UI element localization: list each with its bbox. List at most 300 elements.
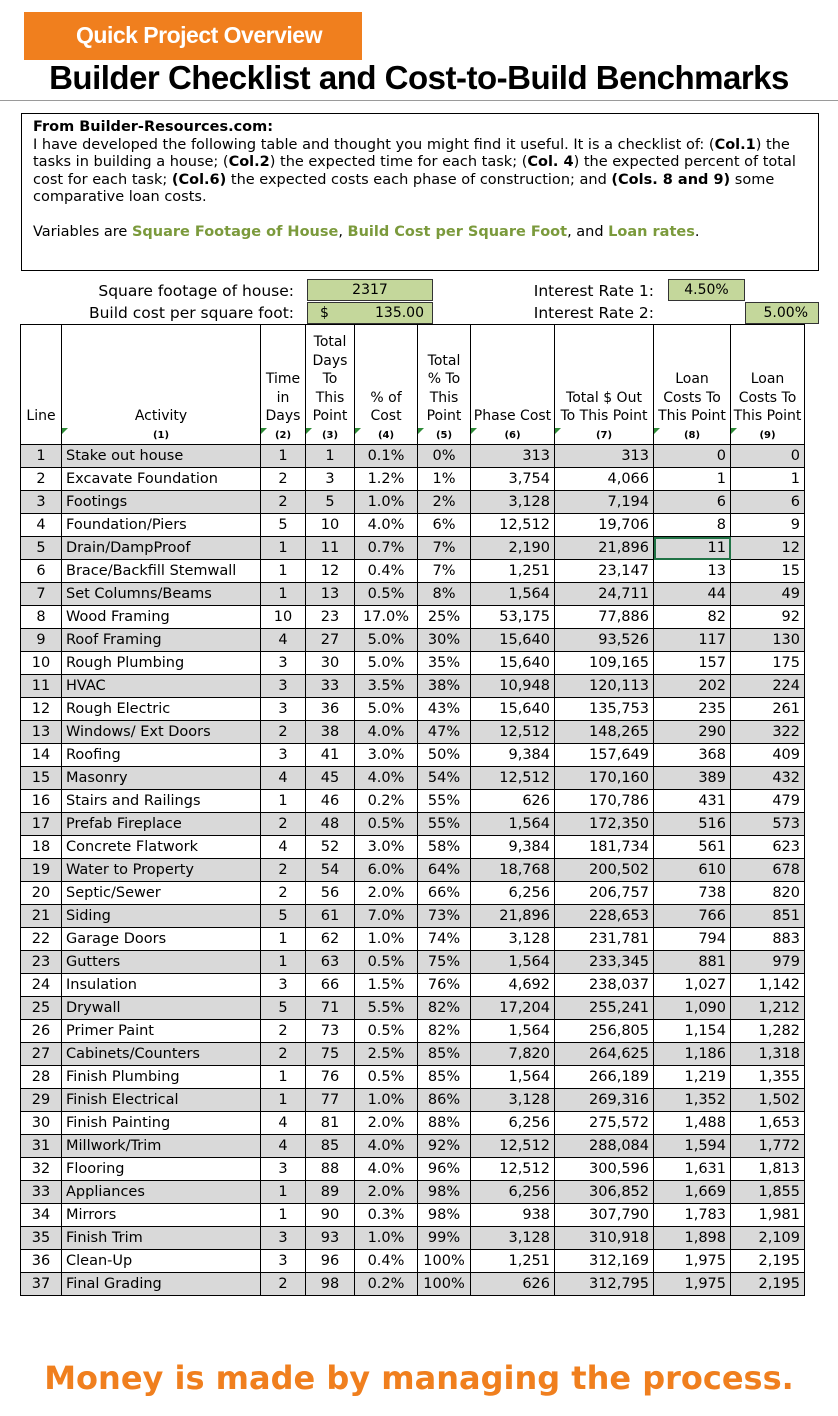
line-number-cell[interactable]: 26 xyxy=(21,1020,62,1043)
loan-cost-rate1-cell[interactable]: 1,186 xyxy=(654,1043,731,1066)
loan-cost-rate2-cell[interactable]: 1,142 xyxy=(731,974,805,997)
time-days-cell[interactable]: 1 xyxy=(261,1181,306,1204)
total-out-cell[interactable]: 231,781 xyxy=(555,928,654,951)
loan-cost-rate2-cell[interactable]: 6 xyxy=(731,491,805,514)
line-number-cell[interactable]: 29 xyxy=(21,1089,62,1112)
loan-cost-rate1-cell[interactable]: 1,783 xyxy=(654,1204,731,1227)
percent-cost-cell[interactable]: 5.5% xyxy=(355,997,418,1020)
total-out-cell[interactable]: 157,649 xyxy=(555,744,654,767)
activity-cell[interactable]: Appliances xyxy=(62,1181,261,1204)
total-days-cell[interactable]: 63 xyxy=(306,951,355,974)
activity-cell[interactable]: Primer Paint xyxy=(62,1020,261,1043)
phase-cost-cell[interactable]: 313 xyxy=(471,445,555,468)
loan-cost-rate1-cell[interactable]: 389 xyxy=(654,767,731,790)
total-days-cell[interactable]: 54 xyxy=(306,859,355,882)
total-out-cell[interactable]: 21,896 xyxy=(555,537,654,560)
loan-cost-rate1-cell[interactable]: 1,154 xyxy=(654,1020,731,1043)
activity-cell[interactable]: Clean-Up xyxy=(62,1250,261,1273)
percent-cost-cell[interactable]: 0.2% xyxy=(355,1273,418,1296)
total-out-cell[interactable]: 120,113 xyxy=(555,675,654,698)
total-days-cell[interactable]: 62 xyxy=(306,928,355,951)
phase-cost-cell[interactable]: 53,175 xyxy=(471,606,555,629)
total-days-cell[interactable]: 23 xyxy=(306,606,355,629)
loan-cost-rate2-cell[interactable]: 130 xyxy=(731,629,805,652)
total-percent-cell[interactable]: 73% xyxy=(418,905,471,928)
line-number-cell[interactable]: 20 xyxy=(21,882,62,905)
total-days-cell[interactable]: 27 xyxy=(306,629,355,652)
loan-cost-rate1-cell[interactable]: 0 xyxy=(654,445,731,468)
time-days-cell[interactable]: 3 xyxy=(261,1250,306,1273)
total-percent-cell[interactable]: 82% xyxy=(418,1020,471,1043)
total-out-cell[interactable]: 306,852 xyxy=(555,1181,654,1204)
time-days-cell[interactable]: 1 xyxy=(261,951,306,974)
total-days-cell[interactable]: 75 xyxy=(306,1043,355,1066)
percent-cost-cell[interactable]: 0.2% xyxy=(355,790,418,813)
total-days-cell[interactable]: 77 xyxy=(306,1089,355,1112)
total-percent-cell[interactable]: 66% xyxy=(418,882,471,905)
total-percent-cell[interactable]: 99% xyxy=(418,1227,471,1250)
loan-cost-rate1-cell[interactable]: 1,090 xyxy=(654,997,731,1020)
total-out-cell[interactable]: 312,795 xyxy=(555,1273,654,1296)
total-out-cell[interactable]: 313 xyxy=(555,445,654,468)
phase-cost-cell[interactable]: 626 xyxy=(471,1273,555,1296)
line-number-cell[interactable]: 25 xyxy=(21,997,62,1020)
loan-cost-rate1-cell[interactable]: 1,975 xyxy=(654,1250,731,1273)
loan-cost-rate2-cell[interactable]: 573 xyxy=(731,813,805,836)
loan-cost-rate2-cell[interactable]: 322 xyxy=(731,721,805,744)
activity-cell[interactable]: Concrete Flatwork xyxy=(62,836,261,859)
time-days-cell[interactable]: 2 xyxy=(261,1020,306,1043)
activity-cell[interactable]: Roof Framing xyxy=(62,629,261,652)
activity-cell[interactable]: Flooring xyxy=(62,1158,261,1181)
phase-cost-cell[interactable]: 3,128 xyxy=(471,928,555,951)
activity-cell[interactable]: HVAC xyxy=(62,675,261,698)
time-days-cell[interactable]: 5 xyxy=(261,514,306,537)
time-days-cell[interactable]: 1 xyxy=(261,560,306,583)
time-days-cell[interactable]: 4 xyxy=(261,1135,306,1158)
time-days-cell[interactable]: 2 xyxy=(261,721,306,744)
percent-cost-cell[interactable]: 17.0% xyxy=(355,606,418,629)
activity-cell[interactable]: Wood Framing xyxy=(62,606,261,629)
activity-cell[interactable]: Finish Painting xyxy=(62,1112,261,1135)
total-days-cell[interactable]: 90 xyxy=(306,1204,355,1227)
total-days-cell[interactable]: 52 xyxy=(306,836,355,859)
loan-cost-rate2-cell[interactable]: 92 xyxy=(731,606,805,629)
line-number-cell[interactable]: 17 xyxy=(21,813,62,836)
time-days-cell[interactable]: 3 xyxy=(261,1158,306,1181)
time-days-cell[interactable]: 3 xyxy=(261,652,306,675)
total-days-cell[interactable]: 36 xyxy=(306,698,355,721)
total-days-cell[interactable]: 13 xyxy=(306,583,355,606)
line-number-cell[interactable]: 30 xyxy=(21,1112,62,1135)
total-out-cell[interactable]: 7,194 xyxy=(555,491,654,514)
total-percent-cell[interactable]: 76% xyxy=(418,974,471,997)
time-days-cell[interactable]: 3 xyxy=(261,744,306,767)
loan-cost-rate1-cell[interactable]: 1 xyxy=(654,468,731,491)
loan-cost-rate2-cell[interactable]: 1,813 xyxy=(731,1158,805,1181)
phase-cost-cell[interactable]: 6,256 xyxy=(471,1112,555,1135)
loan-cost-rate1-cell[interactable]: 561 xyxy=(654,836,731,859)
percent-cost-cell[interactable]: 2.0% xyxy=(355,1181,418,1204)
loan-cost-rate2-cell[interactable]: 851 xyxy=(731,905,805,928)
loan-cost-rate2-cell[interactable]: 15 xyxy=(731,560,805,583)
total-days-cell[interactable]: 46 xyxy=(306,790,355,813)
activity-cell[interactable]: Windows/ Ext Doors xyxy=(62,721,261,744)
total-percent-cell[interactable]: 74% xyxy=(418,928,471,951)
line-number-cell[interactable]: 10 xyxy=(21,652,62,675)
activity-cell[interactable]: Roofing xyxy=(62,744,261,767)
loan-cost-rate2-cell[interactable]: 678 xyxy=(731,859,805,882)
phase-cost-cell[interactable]: 1,251 xyxy=(471,1250,555,1273)
total-days-cell[interactable]: 11 xyxy=(306,537,355,560)
loan-cost-rate2-cell[interactable]: 1 xyxy=(731,468,805,491)
percent-cost-cell[interactable]: 3.5% xyxy=(355,675,418,698)
loan-cost-rate1-cell[interactable]: 157 xyxy=(654,652,731,675)
percent-cost-cell[interactable]: 0.5% xyxy=(355,583,418,606)
line-number-cell[interactable]: 13 xyxy=(21,721,62,744)
total-percent-cell[interactable]: 55% xyxy=(418,790,471,813)
total-percent-cell[interactable]: 8% xyxy=(418,583,471,606)
total-percent-cell[interactable]: 96% xyxy=(418,1158,471,1181)
loan-cost-rate1-cell[interactable]: 1,898 xyxy=(654,1227,731,1250)
total-days-cell[interactable]: 30 xyxy=(306,652,355,675)
total-percent-cell[interactable]: 47% xyxy=(418,721,471,744)
loan-cost-rate2-cell[interactable]: 623 xyxy=(731,836,805,859)
loan-cost-rate1-cell[interactable]: 1,219 xyxy=(654,1066,731,1089)
time-days-cell[interactable]: 5 xyxy=(261,997,306,1020)
phase-cost-cell[interactable]: 15,640 xyxy=(471,629,555,652)
phase-cost-cell[interactable]: 938 xyxy=(471,1204,555,1227)
line-number-cell[interactable]: 3 xyxy=(21,491,62,514)
loan-cost-rate2-cell[interactable]: 1,355 xyxy=(731,1066,805,1089)
activity-cell[interactable]: Final Grading xyxy=(62,1273,261,1296)
percent-cost-cell[interactable]: 0.3% xyxy=(355,1204,418,1227)
line-number-cell[interactable]: 11 xyxy=(21,675,62,698)
phase-cost-cell[interactable]: 9,384 xyxy=(471,836,555,859)
time-days-cell[interactable]: 4 xyxy=(261,836,306,859)
total-percent-cell[interactable]: 43% xyxy=(418,698,471,721)
total-out-cell[interactable]: 19,706 xyxy=(555,514,654,537)
line-number-cell[interactable]: 31 xyxy=(21,1135,62,1158)
total-percent-cell[interactable]: 55% xyxy=(418,813,471,836)
time-days-cell[interactable]: 1 xyxy=(261,790,306,813)
activity-cell[interactable]: Foundation/Piers xyxy=(62,514,261,537)
loan-cost-rate2-cell[interactable]: 1,855 xyxy=(731,1181,805,1204)
total-days-cell[interactable]: 45 xyxy=(306,767,355,790)
total-days-cell[interactable]: 71 xyxy=(306,997,355,1020)
total-out-cell[interactable]: 275,572 xyxy=(555,1112,654,1135)
phase-cost-cell[interactable]: 3,128 xyxy=(471,1227,555,1250)
time-days-cell[interactable]: 3 xyxy=(261,675,306,698)
sqft-input[interactable]: 2317 xyxy=(307,279,433,301)
loan-cost-rate2-cell[interactable]: 883 xyxy=(731,928,805,951)
activity-cell[interactable]: Siding xyxy=(62,905,261,928)
phase-cost-cell[interactable]: 18,768 xyxy=(471,859,555,882)
time-days-cell[interactable]: 10 xyxy=(261,606,306,629)
phase-cost-cell[interactable]: 12,512 xyxy=(471,1158,555,1181)
activity-cell[interactable]: Brace/Backfill Stemwall xyxy=(62,560,261,583)
total-percent-cell[interactable]: 1% xyxy=(418,468,471,491)
line-number-cell[interactable]: 15 xyxy=(21,767,62,790)
total-out-cell[interactable]: 23,147 xyxy=(555,560,654,583)
total-out-cell[interactable]: 269,316 xyxy=(555,1089,654,1112)
total-out-cell[interactable]: 238,037 xyxy=(555,974,654,997)
time-days-cell[interactable]: 1 xyxy=(261,537,306,560)
loan-cost-rate2-cell[interactable]: 175 xyxy=(731,652,805,675)
loan-cost-rate1-cell[interactable]: 290 xyxy=(654,721,731,744)
loan-cost-rate1-cell[interactable]: 516 xyxy=(654,813,731,836)
percent-cost-cell[interactable]: 4.0% xyxy=(355,514,418,537)
time-days-cell[interactable]: 1 xyxy=(261,445,306,468)
time-days-cell[interactable]: 3 xyxy=(261,974,306,997)
phase-cost-cell[interactable]: 1,564 xyxy=(471,813,555,836)
line-number-cell[interactable]: 22 xyxy=(21,928,62,951)
total-days-cell[interactable]: 88 xyxy=(306,1158,355,1181)
total-percent-cell[interactable]: 38% xyxy=(418,675,471,698)
total-days-cell[interactable]: 33 xyxy=(306,675,355,698)
total-days-cell[interactable]: 48 xyxy=(306,813,355,836)
total-percent-cell[interactable]: 88% xyxy=(418,1112,471,1135)
loan-cost-rate1-cell[interactable]: 1,669 xyxy=(654,1181,731,1204)
rate1-input[interactable]: 4.50% xyxy=(668,279,745,301)
total-percent-cell[interactable]: 30% xyxy=(418,629,471,652)
percent-cost-cell[interactable]: 4.0% xyxy=(355,767,418,790)
total-days-cell[interactable]: 98 xyxy=(306,1273,355,1296)
line-number-cell[interactable]: 19 xyxy=(21,859,62,882)
time-days-cell[interactable]: 2 xyxy=(261,882,306,905)
activity-cell[interactable]: Millwork/Trim xyxy=(62,1135,261,1158)
total-percent-cell[interactable]: 98% xyxy=(418,1181,471,1204)
percent-cost-cell[interactable]: 0.5% xyxy=(355,951,418,974)
activity-cell[interactable]: Septic/Sewer xyxy=(62,882,261,905)
total-out-cell[interactable]: 256,805 xyxy=(555,1020,654,1043)
loan-cost-rate1-cell[interactable]: 610 xyxy=(654,859,731,882)
total-percent-cell[interactable]: 35% xyxy=(418,652,471,675)
line-number-cell[interactable]: 33 xyxy=(21,1181,62,1204)
activity-cell[interactable]: Stake out house xyxy=(62,445,261,468)
loan-cost-rate2-cell[interactable]: 261 xyxy=(731,698,805,721)
activity-cell[interactable]: Insulation xyxy=(62,974,261,997)
activity-cell[interactable]: Rough Electric xyxy=(62,698,261,721)
phase-cost-cell[interactable]: 7,820 xyxy=(471,1043,555,1066)
percent-cost-cell[interactable]: 4.0% xyxy=(355,721,418,744)
activity-cell[interactable]: Rough Plumbing xyxy=(62,652,261,675)
activity-cell[interactable]: Mirrors xyxy=(62,1204,261,1227)
total-out-cell[interactable]: 148,265 xyxy=(555,721,654,744)
loan-cost-rate2-cell[interactable]: 1,282 xyxy=(731,1020,805,1043)
phase-cost-cell[interactable]: 1,564 xyxy=(471,583,555,606)
percent-cost-cell[interactable]: 4.0% xyxy=(355,1135,418,1158)
percent-cost-cell[interactable]: 0.4% xyxy=(355,1250,418,1273)
loan-cost-rate2-cell[interactable]: 0 xyxy=(731,445,805,468)
total-percent-cell[interactable]: 50% xyxy=(418,744,471,767)
phase-cost-cell[interactable]: 1,564 xyxy=(471,1020,555,1043)
phase-cost-cell[interactable]: 21,896 xyxy=(471,905,555,928)
line-number-cell[interactable]: 14 xyxy=(21,744,62,767)
total-out-cell[interactable]: 255,241 xyxy=(555,997,654,1020)
activity-cell[interactable]: Drain/DampProof xyxy=(62,537,261,560)
loan-cost-rate1-cell[interactable]: 13 xyxy=(654,560,731,583)
total-days-cell[interactable]: 85 xyxy=(306,1135,355,1158)
loan-cost-rate2-cell[interactable]: 9 xyxy=(731,514,805,537)
line-number-cell[interactable]: 23 xyxy=(21,951,62,974)
total-out-cell[interactable]: 307,790 xyxy=(555,1204,654,1227)
phase-cost-cell[interactable]: 2,190 xyxy=(471,537,555,560)
activity-cell[interactable]: Garage Doors xyxy=(62,928,261,951)
percent-cost-cell[interactable]: 1.2% xyxy=(355,468,418,491)
phase-cost-cell[interactable]: 6,256 xyxy=(471,882,555,905)
line-number-cell[interactable]: 32 xyxy=(21,1158,62,1181)
total-out-cell[interactable]: 300,596 xyxy=(555,1158,654,1181)
total-days-cell[interactable]: 96 xyxy=(306,1250,355,1273)
line-number-cell[interactable]: 34 xyxy=(21,1204,62,1227)
total-days-cell[interactable]: 73 xyxy=(306,1020,355,1043)
total-percent-cell[interactable]: 85% xyxy=(418,1066,471,1089)
total-days-cell[interactable]: 12 xyxy=(306,560,355,583)
percent-cost-cell[interactable]: 0.5% xyxy=(355,1020,418,1043)
percent-cost-cell[interactable]: 0.4% xyxy=(355,560,418,583)
total-days-cell[interactable]: 89 xyxy=(306,1181,355,1204)
percent-cost-cell[interactable]: 3.0% xyxy=(355,744,418,767)
time-days-cell[interactable]: 2 xyxy=(261,491,306,514)
loan-cost-rate2-cell[interactable]: 409 xyxy=(731,744,805,767)
loan-cost-rate1-cell[interactable]: 881 xyxy=(654,951,731,974)
total-out-cell[interactable]: 264,625 xyxy=(555,1043,654,1066)
line-number-cell[interactable]: 24 xyxy=(21,974,62,997)
percent-cost-cell[interactable]: 1.0% xyxy=(355,491,418,514)
line-number-cell[interactable]: 12 xyxy=(21,698,62,721)
phase-cost-cell[interactable]: 6,256 xyxy=(471,1181,555,1204)
total-out-cell[interactable]: 172,350 xyxy=(555,813,654,836)
time-days-cell[interactable]: 4 xyxy=(261,767,306,790)
time-days-cell[interactable]: 5 xyxy=(261,905,306,928)
activity-cell[interactable]: Finish Plumbing xyxy=(62,1066,261,1089)
loan-cost-rate1-cell[interactable]: 794 xyxy=(654,928,731,951)
activity-cell[interactable]: Stairs and Railings xyxy=(62,790,261,813)
loan-cost-rate1-cell[interactable]: 766 xyxy=(654,905,731,928)
time-days-cell[interactable]: 4 xyxy=(261,629,306,652)
line-number-cell[interactable]: 16 xyxy=(21,790,62,813)
phase-cost-cell[interactable]: 12,512 xyxy=(471,721,555,744)
total-percent-cell[interactable]: 2% xyxy=(418,491,471,514)
percent-cost-cell[interactable]: 2.5% xyxy=(355,1043,418,1066)
total-percent-cell[interactable]: 0% xyxy=(418,445,471,468)
total-percent-cell[interactable]: 100% xyxy=(418,1250,471,1273)
total-out-cell[interactable]: 77,886 xyxy=(555,606,654,629)
loan-cost-rate1-cell[interactable]: 738 xyxy=(654,882,731,905)
total-out-cell[interactable]: 310,918 xyxy=(555,1227,654,1250)
loan-cost-rate2-cell[interactable]: 12 xyxy=(731,537,805,560)
percent-cost-cell[interactable]: 3.0% xyxy=(355,836,418,859)
phase-cost-cell[interactable]: 15,640 xyxy=(471,698,555,721)
line-number-cell[interactable]: 27 xyxy=(21,1043,62,1066)
percent-cost-cell[interactable]: 1.0% xyxy=(355,928,418,951)
loan-cost-rate2-cell[interactable]: 2,109 xyxy=(731,1227,805,1250)
total-days-cell[interactable]: 41 xyxy=(306,744,355,767)
phase-cost-cell[interactable]: 17,204 xyxy=(471,997,555,1020)
percent-cost-cell[interactable]: 4.0% xyxy=(355,1158,418,1181)
time-days-cell[interactable]: 1 xyxy=(261,583,306,606)
activity-cell[interactable]: Set Columns/Beams xyxy=(62,583,261,606)
total-out-cell[interactable]: 170,160 xyxy=(555,767,654,790)
loan-cost-rate2-cell[interactable]: 1,653 xyxy=(731,1112,805,1135)
total-out-cell[interactable]: 109,165 xyxy=(555,652,654,675)
total-out-cell[interactable]: 288,084 xyxy=(555,1135,654,1158)
total-percent-cell[interactable]: 75% xyxy=(418,951,471,974)
line-number-cell[interactable]: 18 xyxy=(21,836,62,859)
total-days-cell[interactable]: 1 xyxy=(306,445,355,468)
total-out-cell[interactable]: 266,189 xyxy=(555,1066,654,1089)
total-days-cell[interactable]: 56 xyxy=(306,882,355,905)
loan-cost-rate2-cell[interactable]: 979 xyxy=(731,951,805,974)
percent-cost-cell[interactable]: 0.1% xyxy=(355,445,418,468)
line-number-cell[interactable]: 2 xyxy=(21,468,62,491)
loan-cost-rate1-cell[interactable]: 82 xyxy=(654,606,731,629)
line-number-cell[interactable]: 5 xyxy=(21,537,62,560)
line-number-cell[interactable]: 4 xyxy=(21,514,62,537)
total-percent-cell[interactable]: 54% xyxy=(418,767,471,790)
activity-cell[interactable]: Water to Property xyxy=(62,859,261,882)
line-number-cell[interactable]: 6 xyxy=(21,560,62,583)
loan-cost-rate1-cell[interactable]: 1,352 xyxy=(654,1089,731,1112)
total-days-cell[interactable]: 38 xyxy=(306,721,355,744)
loan-cost-rate1-cell[interactable]: 1,488 xyxy=(654,1112,731,1135)
loan-cost-rate2-cell[interactable]: 2,195 xyxy=(731,1250,805,1273)
time-days-cell[interactable]: 1 xyxy=(261,1066,306,1089)
percent-cost-cell[interactable]: 0.5% xyxy=(355,1066,418,1089)
total-out-cell[interactable]: 200,502 xyxy=(555,859,654,882)
time-days-cell[interactable]: 2 xyxy=(261,1273,306,1296)
loan-cost-rate2-cell[interactable]: 1,502 xyxy=(731,1089,805,1112)
loan-cost-rate1-cell[interactable]: 1,975 xyxy=(654,1273,731,1296)
phase-cost-cell[interactable]: 1,251 xyxy=(471,560,555,583)
phase-cost-cell[interactable]: 9,384 xyxy=(471,744,555,767)
total-out-cell[interactable]: 135,753 xyxy=(555,698,654,721)
percent-cost-cell[interactable]: 1.5% xyxy=(355,974,418,997)
line-number-cell[interactable]: 9 xyxy=(21,629,62,652)
time-days-cell[interactable]: 1 xyxy=(261,1204,306,1227)
total-days-cell[interactable]: 81 xyxy=(306,1112,355,1135)
activity-cell[interactable]: Gutters xyxy=(62,951,261,974)
activity-cell[interactable]: Masonry xyxy=(62,767,261,790)
loan-cost-rate1-cell[interactable]: 44 xyxy=(654,583,731,606)
total-percent-cell[interactable]: 25% xyxy=(418,606,471,629)
loan-cost-rate2-cell[interactable]: 432 xyxy=(731,767,805,790)
phase-cost-cell[interactable]: 3,128 xyxy=(471,491,555,514)
activity-cell[interactable]: Cabinets/Counters xyxy=(62,1043,261,1066)
phase-cost-cell[interactable]: 10,948 xyxy=(471,675,555,698)
activity-cell[interactable]: Footings xyxy=(62,491,261,514)
total-percent-cell[interactable]: 7% xyxy=(418,560,471,583)
loan-cost-rate2-cell[interactable]: 224 xyxy=(731,675,805,698)
loan-cost-rate2-cell[interactable]: 479 xyxy=(731,790,805,813)
loan-cost-rate1-cell[interactable]: 1,594 xyxy=(654,1135,731,1158)
line-number-cell[interactable]: 21 xyxy=(21,905,62,928)
activity-cell[interactable]: Prefab Fireplace xyxy=(62,813,261,836)
total-percent-cell[interactable]: 98% xyxy=(418,1204,471,1227)
total-out-cell[interactable]: 233,345 xyxy=(555,951,654,974)
line-number-cell[interactable]: 37 xyxy=(21,1273,62,1296)
cost-input[interactable] xyxy=(307,302,433,324)
activity-cell[interactable]: Drywall xyxy=(62,997,261,1020)
loan-cost-rate2-cell[interactable]: 1,981 xyxy=(731,1204,805,1227)
total-percent-cell[interactable]: 7% xyxy=(418,537,471,560)
total-percent-cell[interactable]: 100% xyxy=(418,1273,471,1296)
total-percent-cell[interactable]: 86% xyxy=(418,1089,471,1112)
total-days-cell[interactable]: 93 xyxy=(306,1227,355,1250)
total-percent-cell[interactable]: 58% xyxy=(418,836,471,859)
phase-cost-cell[interactable]: 3,754 xyxy=(471,468,555,491)
